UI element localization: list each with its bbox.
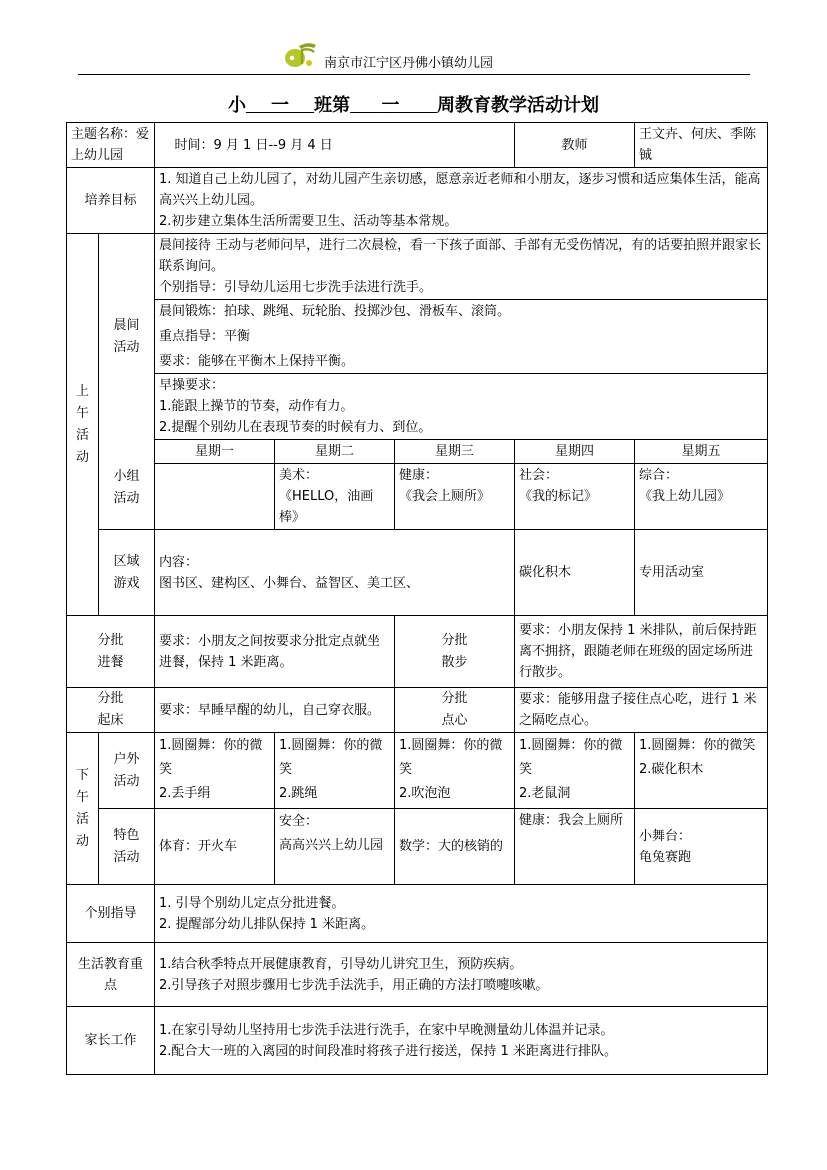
life-education-content <box>155 943 768 1007</box>
goal-line: 2.初步建立集体生活所需要卫生、活动等基本常规。 <box>159 214 458 229</box>
reception-content <box>155 234 768 300</box>
batch-wake-label: 分批 起床 <box>67 688 155 733</box>
school-logo-icon <box>284 42 318 70</box>
batch-snack-req: 要求：能够用盘子接住点心吃，进行 1 米之隔吃点心。 <box>515 688 768 733</box>
individual-guidance-content <box>155 885 768 943</box>
special-cell: 体育：开火车 <box>155 809 275 885</box>
group-cell <box>155 464 275 530</box>
outdoor-activity-label: 户外 活动 <box>99 733 155 809</box>
exercise-line: 要求：能够在平衡木上保持平衡。 <box>159 354 355 369</box>
teacher-names: 王文卉、何庆、季陈铖 <box>635 123 768 168</box>
drill-content <box>155 374 768 440</box>
outdoor-cell: 1.圆圈舞：你的微笑 2.老鼠洞 <box>515 733 635 809</box>
time-text: 时间：9 月 1 日--9 月 4 日 <box>174 137 333 153</box>
outdoor-cell: 1.圆圈舞：你的微笑 2.吹泡泡 <box>395 733 515 809</box>
life-line: 1.结合秋季特点开展健康教育，引导幼儿讲究卫生，预防疾病。 <box>159 956 523 972</box>
morning-activity-label: 晨间 活动 <box>99 234 155 440</box>
header-divider <box>78 74 750 75</box>
group-cell: 社会： 《我的标记》 <box>515 464 635 530</box>
individual-guidance-label: 个别指导 <box>67 885 155 943</box>
day-header: 星期五 <box>635 440 768 464</box>
outdoor-cell: 1.圆圈舞：你的微笑 2.丢手绢 <box>155 733 275 809</box>
group-cell: 美术： 《HELLO，油画棒》 <box>275 464 395 530</box>
parents-line: 2.配合大一班的入离园的时间段准时将孩子进行接送，保持 1 米距离进行排队。 <box>159 1043 617 1059</box>
individual-line: 2. 提醒部分幼儿排队保持 1 米距离。 <box>159 916 375 932</box>
title-class-num: 一 <box>271 95 290 116</box>
special-cell: 小舞台： 龟兔赛跑 <box>635 809 768 885</box>
special-cell: 数学：大的核销的 <box>395 809 515 885</box>
parents-line: 1.在家引导幼儿坚持用七步洗手法进行洗手，在家中早晚测量幼儿体温并记录。 <box>159 1022 614 1038</box>
group-activity-label: 小组 活动 <box>99 464 155 530</box>
batch-snack-label: 分批 点心 <box>395 688 515 733</box>
batch-walk-label: 分批 散步 <box>395 616 515 688</box>
goals-content <box>155 168 768 234</box>
morning-section-label: 上 午 活 动 <box>67 234 99 616</box>
area-thursday: 碳化积木 <box>515 530 635 616</box>
day-header: 星期三 <box>395 440 515 464</box>
drill-line: 2.提醒个别幼儿在表现节奏的时候有力、到位。 <box>159 420 432 435</box>
reception-line: 个别指导：引导幼儿运用七步洗手法进行洗手。 <box>159 280 433 295</box>
drill-line: 早操要求： <box>159 378 225 393</box>
theme-cell <box>67 123 155 168</box>
day-header: 星期二 <box>275 440 395 464</box>
activity-plan-table <box>66 122 768 1075</box>
goals-label: 培养目标 <box>67 168 155 234</box>
batch-wake-req: 要求：早睡早醒的幼儿，自己穿衣服。 <box>155 688 395 733</box>
individual-line: 1. 引导个别幼儿定点分批进餐。 <box>159 895 345 911</box>
group-cell: 综合： 《我上幼儿园》 <box>635 464 768 530</box>
title-week-num: 一 <box>381 95 400 116</box>
outdoor-cell: 1.圆圈舞：你的微笑 2.碳化积木 <box>635 733 768 809</box>
parents-work-label: 家长工作 <box>67 1007 155 1075</box>
theme-text: 主题名称：爱上幼儿园 <box>71 127 150 163</box>
area-game-label: 区域 游戏 <box>99 530 155 616</box>
page-title <box>0 91 827 117</box>
title-prefix: 小 <box>227 95 246 116</box>
outdoor-cell: 1.圆圈舞：你的微笑 2.跳绳 <box>275 733 395 809</box>
group-cell: 健康： 《我会上厕所》 <box>395 464 515 530</box>
life-line: 2.引导孩子对照步骤用七步洗手法洗手，用正确的方法打喷嚏咳嗽。 <box>159 977 549 993</box>
exercise-content <box>155 300 768 374</box>
reception-line: 晨间接待 王动与老师问早，进行二次晨检，看一下孩子面部、手部有无受伤情况，有的话要拍照并跟家长联系询问。 <box>159 238 762 274</box>
special-activity-label: 特色 活动 <box>99 809 155 885</box>
special-cell: 健康：我会上厕所 <box>515 809 635 885</box>
afternoon-section-label: 下 午 活 动 <box>67 733 99 885</box>
area-content: 内容： 图书区、建构区、小舞台、益智区、美工区、 <box>155 530 515 616</box>
life-education-label: 生活教育重 点 <box>67 943 155 1007</box>
page-header <box>78 40 750 76</box>
day-header: 星期四 <box>515 440 635 464</box>
parents-work-content <box>155 1007 768 1075</box>
drill-line: 1.能跟上操节的节奏，动作有力。 <box>159 399 354 414</box>
batch-meal-label: 分批 进餐 <box>67 616 155 688</box>
title-mid: 班第 <box>314 95 351 116</box>
school-name: 南京市江宁区丹佛小镇幼儿园 <box>324 56 494 71</box>
goal-line: 1. 知道自己上幼儿园了，对幼儿园产生亲切感，愿意亲近老师和小朋友，逐步习惯和适应集体生活，能高高兴兴上幼儿园。 <box>159 172 761 208</box>
exercise-line: 重点指导：平衡 <box>159 329 251 344</box>
exercise-line: 晨间锻炼：拍球、跳绳、玩轮胎、投掷沙包、滑板车、滚筒。 <box>159 304 511 319</box>
time-cell <box>174 123 515 168</box>
batch-meal-req: 要求：小朋友之间按要求分批定点就坐进餐，保持 1 米距离。 <box>155 616 395 688</box>
batch-walk-req: 要求：小朋友保持 1 米排队，前后保持距离不拥挤，跟随老师在班级的固定场所进行散步。 <box>515 616 768 688</box>
teacher-label: 教师 <box>515 123 635 168</box>
special-cell: 安全： 高高兴兴上幼儿园 <box>275 809 395 885</box>
area-friday: 专用活动室 <box>635 530 768 616</box>
day-header: 星期一 <box>155 440 275 464</box>
title-suffix: 周教育教学活动计划 <box>437 95 600 116</box>
